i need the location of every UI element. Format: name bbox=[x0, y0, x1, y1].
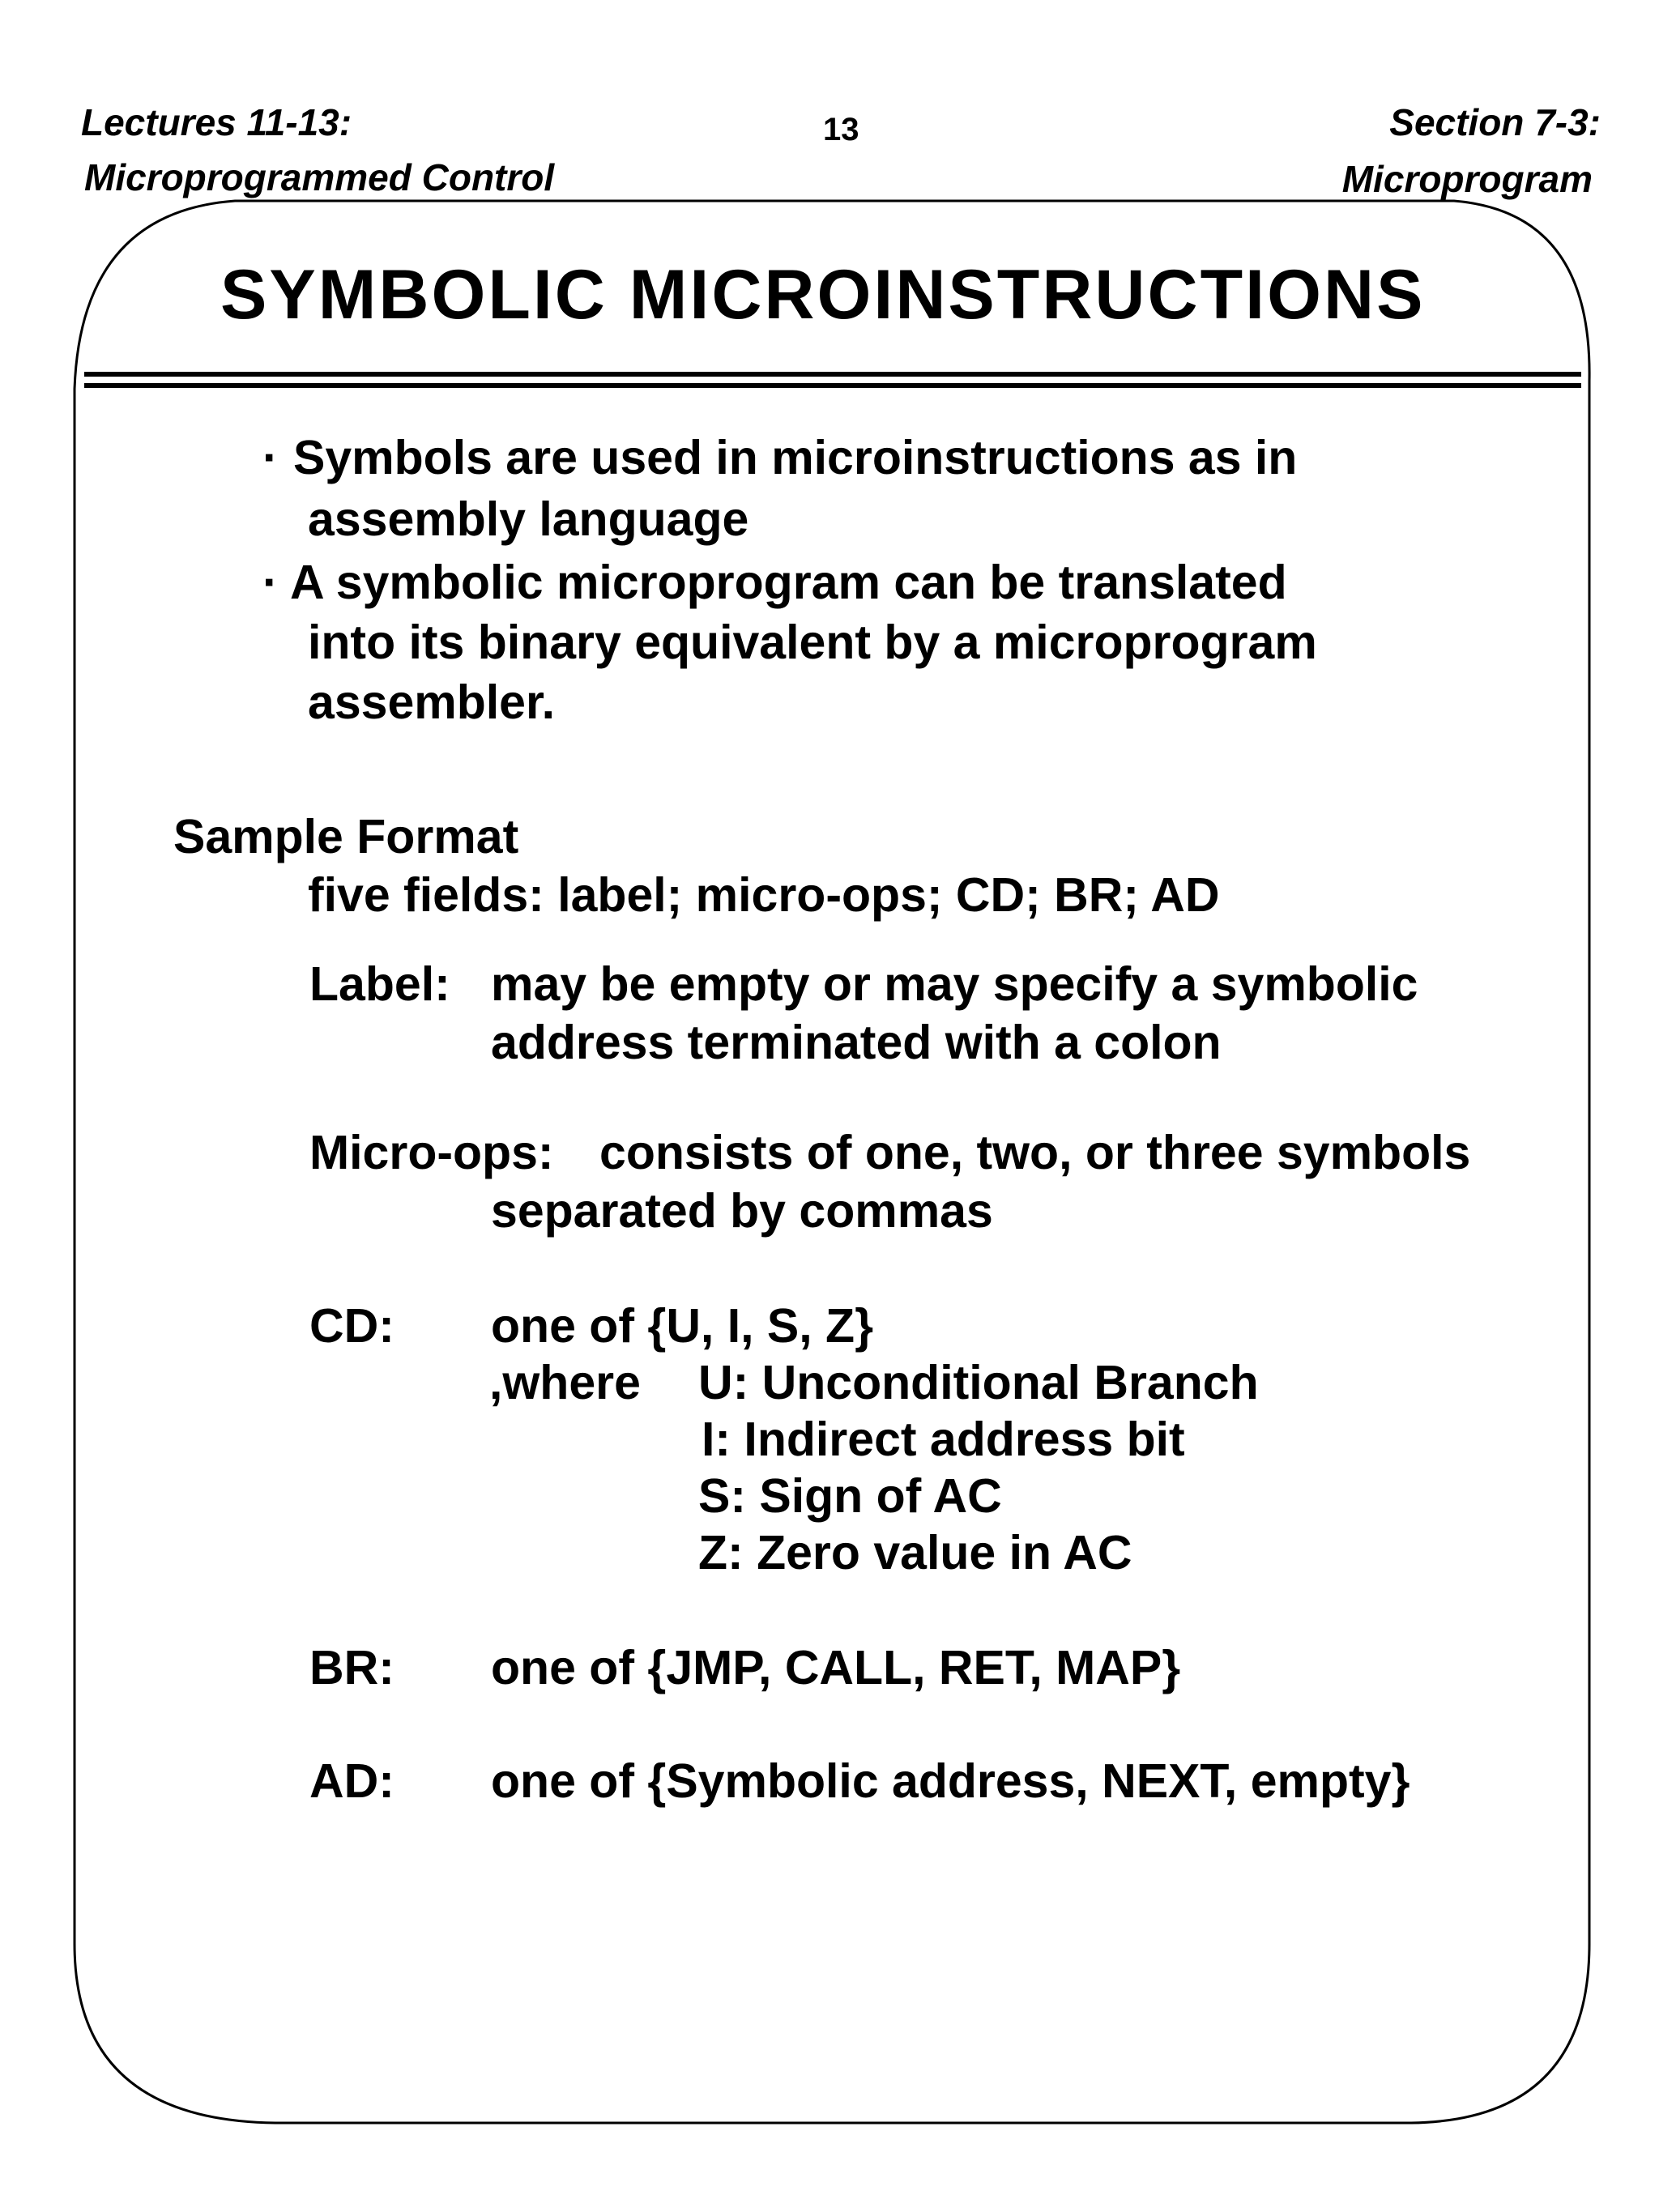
cd-key: CD: bbox=[309, 1299, 394, 1353]
section-title-line2: Microprogram bbox=[1341, 158, 1593, 200]
bullet-2-line3: assembler. bbox=[308, 676, 556, 729]
bullet-2-line1: · A symbolic microprogram can be translated bbox=[262, 556, 1287, 609]
sample-format-heading: Sample Format bbox=[173, 810, 519, 863]
ad-key: AD: bbox=[309, 1754, 394, 1808]
microops-desc-line2: separated by commas bbox=[491, 1184, 993, 1238]
bullet-marker: · bbox=[262, 556, 279, 609]
lecture-title-line2: Microprogrammed Control bbox=[84, 156, 555, 198]
microops-key: Micro-ops: bbox=[309, 1126, 554, 1179]
sample-format-summary: five fields: label; micro-ops; CD; BR; AD bbox=[308, 868, 1220, 922]
label-desc-line1: may be empty or may specify a symbolic bbox=[491, 957, 1418, 1011]
bullet-2-line2: into its binary equivalent by a microprogram bbox=[308, 616, 1317, 669]
lecture-title-line1: Lectures 11-13: bbox=[81, 101, 352, 143]
cd-item-i: I: Indirect address bit bbox=[702, 1413, 1185, 1466]
cd-where: ,where bbox=[489, 1356, 641, 1409]
bullet-marker: · bbox=[262, 431, 279, 484]
cd-value: one of {U, I, S, Z} bbox=[491, 1299, 874, 1353]
bullet-1-line2: assembly language bbox=[308, 492, 749, 546]
br-value: one of {JMP, CALL, RET, MAP} bbox=[491, 1641, 1181, 1694]
bullet-1-line1: · Symbols are used in microinstructions as in bbox=[262, 431, 1298, 484]
cd-item-u: U: Unconditional Branch bbox=[698, 1356, 1259, 1409]
microops-desc-line1: consists of one, two, or three symbols bbox=[599, 1126, 1471, 1179]
cd-item-s: S: Sign of AC bbox=[698, 1469, 1002, 1523]
slide-title: SYMBOLIC MICROINSTRUCTIONS bbox=[220, 256, 1426, 334]
ad-value: one of {Symbolic address, NEXT, empty} bbox=[491, 1754, 1410, 1808]
section-title-line1: Section 7-3: bbox=[1389, 101, 1601, 143]
label-key: Label: bbox=[309, 957, 450, 1011]
br-key: BR: bbox=[309, 1641, 394, 1694]
page-number: 13 bbox=[823, 112, 859, 147]
label-desc-line2: address terminated with a colon bbox=[491, 1016, 1222, 1069]
cd-item-z: Z: Zero value in AC bbox=[698, 1526, 1132, 1579]
